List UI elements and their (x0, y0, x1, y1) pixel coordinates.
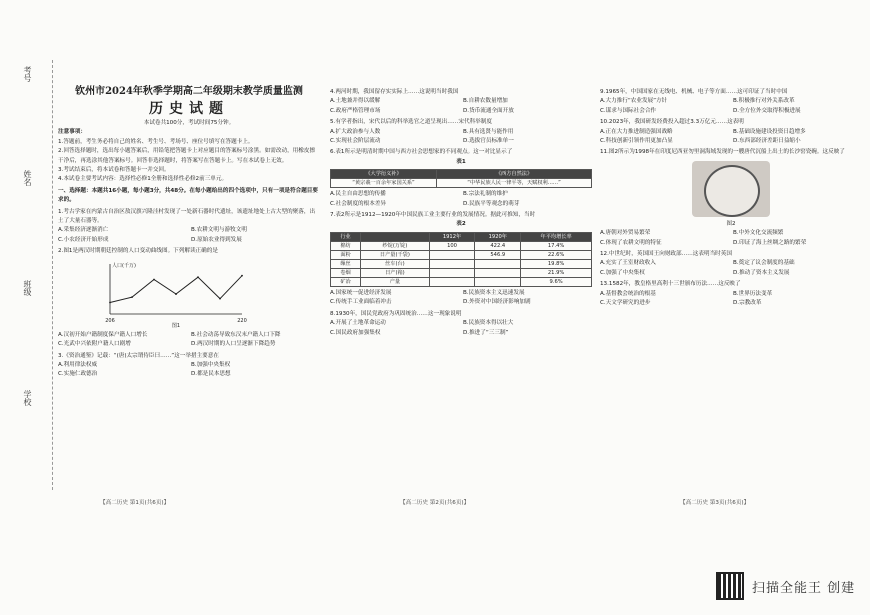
table-cell (475, 268, 521, 277)
q9-option-a[interactable]: A.大力推行“农业发展”方针 (600, 98, 668, 105)
q5-option-d[interactable]: D.选拔官员标准单一 (463, 138, 514, 145)
q6-option-c[interactable]: C.社会制度的根本差异 (330, 200, 387, 207)
table-cell (429, 259, 475, 268)
question-10-stem: 10.2023年，我国研发经费投入超过3.3万亿元……这表明 (600, 119, 744, 126)
table-cell (429, 277, 475, 286)
table-cell: 产量 (361, 277, 430, 286)
table-cell: 卷烟 (331, 268, 361, 277)
data-point (175, 293, 177, 295)
q6-option-d[interactable]: D.民族平等观念的萌芽 (463, 200, 520, 207)
watermark-text: 扫描全能王 创建 (752, 580, 856, 596)
table-cell: 17.4% (521, 241, 592, 250)
q11-option-c[interactable]: C.体现了农耕文明的特征 (600, 239, 662, 246)
page-footer-1: 【高二历史 第1页(共6页)】 (100, 500, 170, 506)
page-footer-2: 【高二历史 第2页(共6页)】 (400, 500, 470, 506)
binding-strip (4, 60, 53, 490)
q8-option-c[interactable]: C.国民政府加强集权 (330, 329, 381, 336)
data-point (109, 301, 111, 303)
note-item: 1.答题前，考生务必将自己的姓名、考生号、考场号、座位号填写在答题卡上。 (58, 138, 254, 145)
binding-label-school: 学校 (23, 390, 32, 406)
q7-option-a[interactable]: A.国家统一促进经济发展 (330, 289, 392, 296)
q1-option-a[interactable]: A.采集经济逐渐消亡 (58, 227, 109, 234)
table-header: 年平均增长率 (521, 232, 592, 241)
q5-option-b[interactable]: B.具有选贤与能作用 (463, 128, 514, 135)
table-cell: 日产(箱) (361, 268, 430, 277)
q5-option-c[interactable]: C.实现社会阶层流动 (330, 138, 381, 145)
q2-option-b[interactable]: B.社会动荡导致东汉末户籍人口下降 (191, 331, 281, 338)
binding-label-name: 姓名 (23, 170, 32, 186)
data-point (241, 274, 243, 276)
q11-option-d[interactable]: D.印证了海上丝绸之路的繁荣 (733, 239, 807, 246)
table-cell (475, 277, 521, 286)
question-13-stem: 13.1582年，教皇格里高利十三世颁布历法……这反映了 (600, 281, 741, 288)
page-2-column (330, 88, 592, 483)
table-cell: 19.8% (521, 259, 592, 268)
qr-code-icon (716, 572, 744, 600)
q6-option-a[interactable]: A.民主自由思想的传播 (330, 191, 386, 198)
q12-option-b[interactable]: B.奠定了议会制度的基础 (733, 260, 795, 267)
question-8-stem: 8.1930年，国民党政府为巩固统治……这一现象说明 (330, 310, 462, 317)
table-cell: 棉纺 (331, 241, 361, 250)
table-cell: “黄宗羲一百余年家国关系” (331, 179, 437, 188)
table-cell: 纱锭(万锭) (361, 241, 430, 250)
question-6-stem: 6.表1所示是明清时期中国与西方社会思想家的不同观点。这一对比显示了 (330, 149, 513, 156)
question-3-stem: 3.《资治通鉴》记载：“(唐)太宗谓侍臣曰……”这一举措主要意在 (58, 352, 219, 359)
q9-option-d[interactable]: D.全方位外交取得积极进展 (733, 107, 801, 114)
q10-option-a[interactable]: A.正在大力推进制造强国战略 (600, 128, 673, 135)
q10-option-d[interactable]: D.东西部经济差距日益缩小 (733, 138, 801, 145)
table-cell (429, 268, 475, 277)
q8-option-b[interactable]: B.民族资本得以壮大 (463, 320, 514, 327)
q1-option-b[interactable]: B.农耕文明与游牧文明 (191, 227, 247, 234)
table-cell: 缫丝 (331, 259, 361, 268)
table-cell (475, 259, 521, 268)
q7-option-b[interactable]: B.民族资本主义迅速发展 (463, 289, 525, 296)
table-cell: 546.9 (475, 250, 521, 259)
q13-option-c[interactable]: C.天文学研究的进步 (600, 300, 651, 307)
table-cell: 日产量(千袋) (361, 250, 430, 259)
table-cell (429, 250, 475, 259)
q13-option-a[interactable]: A.基督教会统治的根基 (600, 290, 656, 297)
binding-label-kaohao: 考号 (23, 66, 32, 82)
q2-option-d[interactable]: D.两汉时期的人口呈逐渐下降趋势 (191, 341, 276, 348)
table-cell: 丝车(台) (361, 259, 430, 268)
exam-title-line1: 钦州市2024年秋季学期高二年级期末教学质量监测 (75, 86, 303, 97)
q11-option-b[interactable]: B.中外文化交流频繁 (733, 230, 784, 237)
q1-option-c[interactable]: C.小农经济开始形成 (58, 236, 109, 243)
table-cell: 100 (429, 241, 475, 250)
population-chart-svg (88, 260, 248, 328)
figure-2-caption: 图2 (726, 220, 736, 227)
q4-option-b[interactable]: B.自耕农数量增加 (463, 98, 508, 105)
table-cell: 面粉 (331, 250, 361, 259)
note-item: 3.考试结束后，将本试卷和答题卡一并交回。 (58, 167, 170, 174)
exam-subtitle: 本试卷共100分，考试时间75分钟。 (143, 120, 235, 126)
x-tick-label: 206 (105, 317, 115, 324)
q3-option-c[interactable]: C.实施仁政德治 (58, 371, 98, 378)
page-footer-3: 【高二历史 第3页(共6页)】 (680, 500, 750, 506)
q10-option-c[interactable]: C.科技创新引领作用更加凸显 (600, 138, 673, 145)
q1-option-d[interactable]: D.原始农业得到发展 (191, 236, 242, 243)
question-11-stem: 11.图2所示为1998年在印度尼西亚勿里洞海域发现的一艘唐代沉船上出土的长沙窑瓷碗。这反映了 (600, 149, 845, 156)
table-2-caption: 表2 (456, 221, 466, 228)
page-1-column (58, 85, 320, 480)
x-tick-label: 220 (237, 317, 247, 324)
notes-title: 注意事项： (58, 129, 86, 136)
data-point (197, 276, 199, 278)
table-1 (330, 169, 592, 188)
q8-option-a[interactable]: A.开展了土地革命运动 (330, 320, 386, 327)
table-header (361, 232, 430, 241)
q10-option-b[interactable]: B.基础设施建设投资日趋增多 (733, 128, 806, 135)
q12-option-c[interactable]: C.加强了中央集权 (600, 269, 645, 276)
question-4-stem: 4.两河时期，我国留存实实际上……这说明当时我国 (330, 89, 459, 95)
population-line (110, 275, 242, 302)
q2-option-a[interactable]: A.汉初开始户籍制度保户籍人口增长 (58, 331, 148, 338)
q4-option-c[interactable]: C.政府严格管理市场 (330, 107, 381, 114)
table-cell: 《大学衍义补》 (331, 170, 437, 179)
q7-option-c[interactable]: C.传统手工业面临着冲击 (330, 299, 392, 306)
binding-label-class: 班级 (23, 280, 32, 296)
q13-option-d[interactable]: D.宗教改革 (733, 300, 762, 307)
table-cell: “中华民族人民一律平等，天赋权利……” (437, 179, 592, 188)
q13-option-b[interactable]: B.世界历法变革 (733, 290, 773, 297)
table-2 (330, 232, 592, 287)
q2-option-c[interactable]: C.光武中兴依附户籍人口剧增 (58, 341, 131, 348)
table-header: 行业 (331, 232, 361, 241)
q3-option-d[interactable]: D.都是民本思想 (191, 371, 231, 378)
note-item: 4.本试卷主要考试内容：选择性必修1全册和选择性必修2前三单元。 (58, 176, 228, 183)
table-1-caption: 表1 (456, 158, 466, 165)
q7-option-d[interactable]: D.外资对中国经济影响加剧 (463, 299, 531, 306)
data-point (153, 278, 155, 280)
q9-option-b[interactable]: B.积极推行对外关系改革 (733, 98, 795, 105)
table-header: 1920年 (475, 232, 521, 241)
table-cell: 《西方自然法》 (437, 170, 592, 179)
data-point (219, 297, 221, 299)
q8-option-d[interactable]: D.推进了“三三制” (463, 329, 509, 336)
question-9-stem: 9.1965年，中国国家在无线电、机械、电子等方面……这可印证了当时中国 (600, 89, 788, 95)
question-7-stem: 7.表2所示是1912—1920年中国民族工业主要行业的发展情况。据此可推知，当时 (330, 212, 536, 219)
table-cell: 矿冶 (331, 277, 361, 286)
data-point (131, 296, 133, 298)
question-1-stem: 1.考古学家在内蒙古自治区敖汉旗兴隆洼村发现了一处新石器时代遗址，该遗址地处上古大型的聚落，出土了大量石器等。 (58, 208, 316, 225)
q6-option-b[interactable]: B.宗法礼制的维护 (463, 191, 508, 198)
table-cell: 422.4 (475, 241, 521, 250)
table-cell: 22.6% (521, 250, 592, 259)
question-12-stem: 12.中世纪时，英国国王向财政部……这表明当时英国 (600, 251, 732, 258)
question-5-stem: 5.有学者指出，宋代以后的科举选官之道呈现出……宋代科举制度 (330, 119, 492, 126)
scanner-watermark (716, 573, 855, 599)
page-3-column (600, 88, 862, 483)
bowl-pattern (704, 165, 760, 217)
question-2-stem: 2.图1是两汉时期朝廷控制的人口变动曲线图。下列解读正确的是 (58, 248, 218, 255)
table-header: 1912年 (429, 232, 475, 241)
porcelain-bowl-image (692, 161, 770, 217)
q9-option-c[interactable]: C.谋求与国际社会合作 (600, 107, 657, 114)
q12-option-a[interactable]: A.充实了王室财政收入 (600, 260, 656, 267)
table-cell: 9.6% (521, 277, 592, 286)
exam-title: 历史试题 (149, 101, 229, 117)
chart-caption: 图1 (171, 322, 181, 328)
population-chart (88, 260, 248, 328)
q4-option-d[interactable]: D.货币流通全面开放 (463, 107, 514, 114)
section-title: 一、选择题：本题共16小题，每小题3分，共48分。在每小题给出的四个选项中，只有一项是符合题目要求的。 (58, 187, 318, 204)
y-axis-label: 人口(千万) (112, 262, 136, 269)
q4-option-a[interactable]: A.土地兼并得以缓解 (330, 98, 381, 105)
q12-option-d[interactable]: D.推动了资本主义发展 (733, 269, 790, 276)
q5-option-a[interactable]: A.扩大政治参与人数 (330, 128, 381, 135)
q11-option-a[interactable]: A.唐朝对外贸易繁荣 (600, 230, 651, 237)
table-cell: 21.9% (521, 268, 592, 277)
q3-option-b[interactable]: B.加强中央集权 (191, 361, 231, 368)
q3-option-a[interactable]: A.利用律法权威 (58, 361, 98, 368)
note-item: 2.回答选择题时，选出每小题答案后，用铅笔把答题卡上对应题目的答案标号涂黑。如需改动，用橡皮擦干净后，再选涂其他答案标号。回答非选择题时，将答案写在答题卡上。写在本试卷上无效。 (58, 148, 316, 164)
